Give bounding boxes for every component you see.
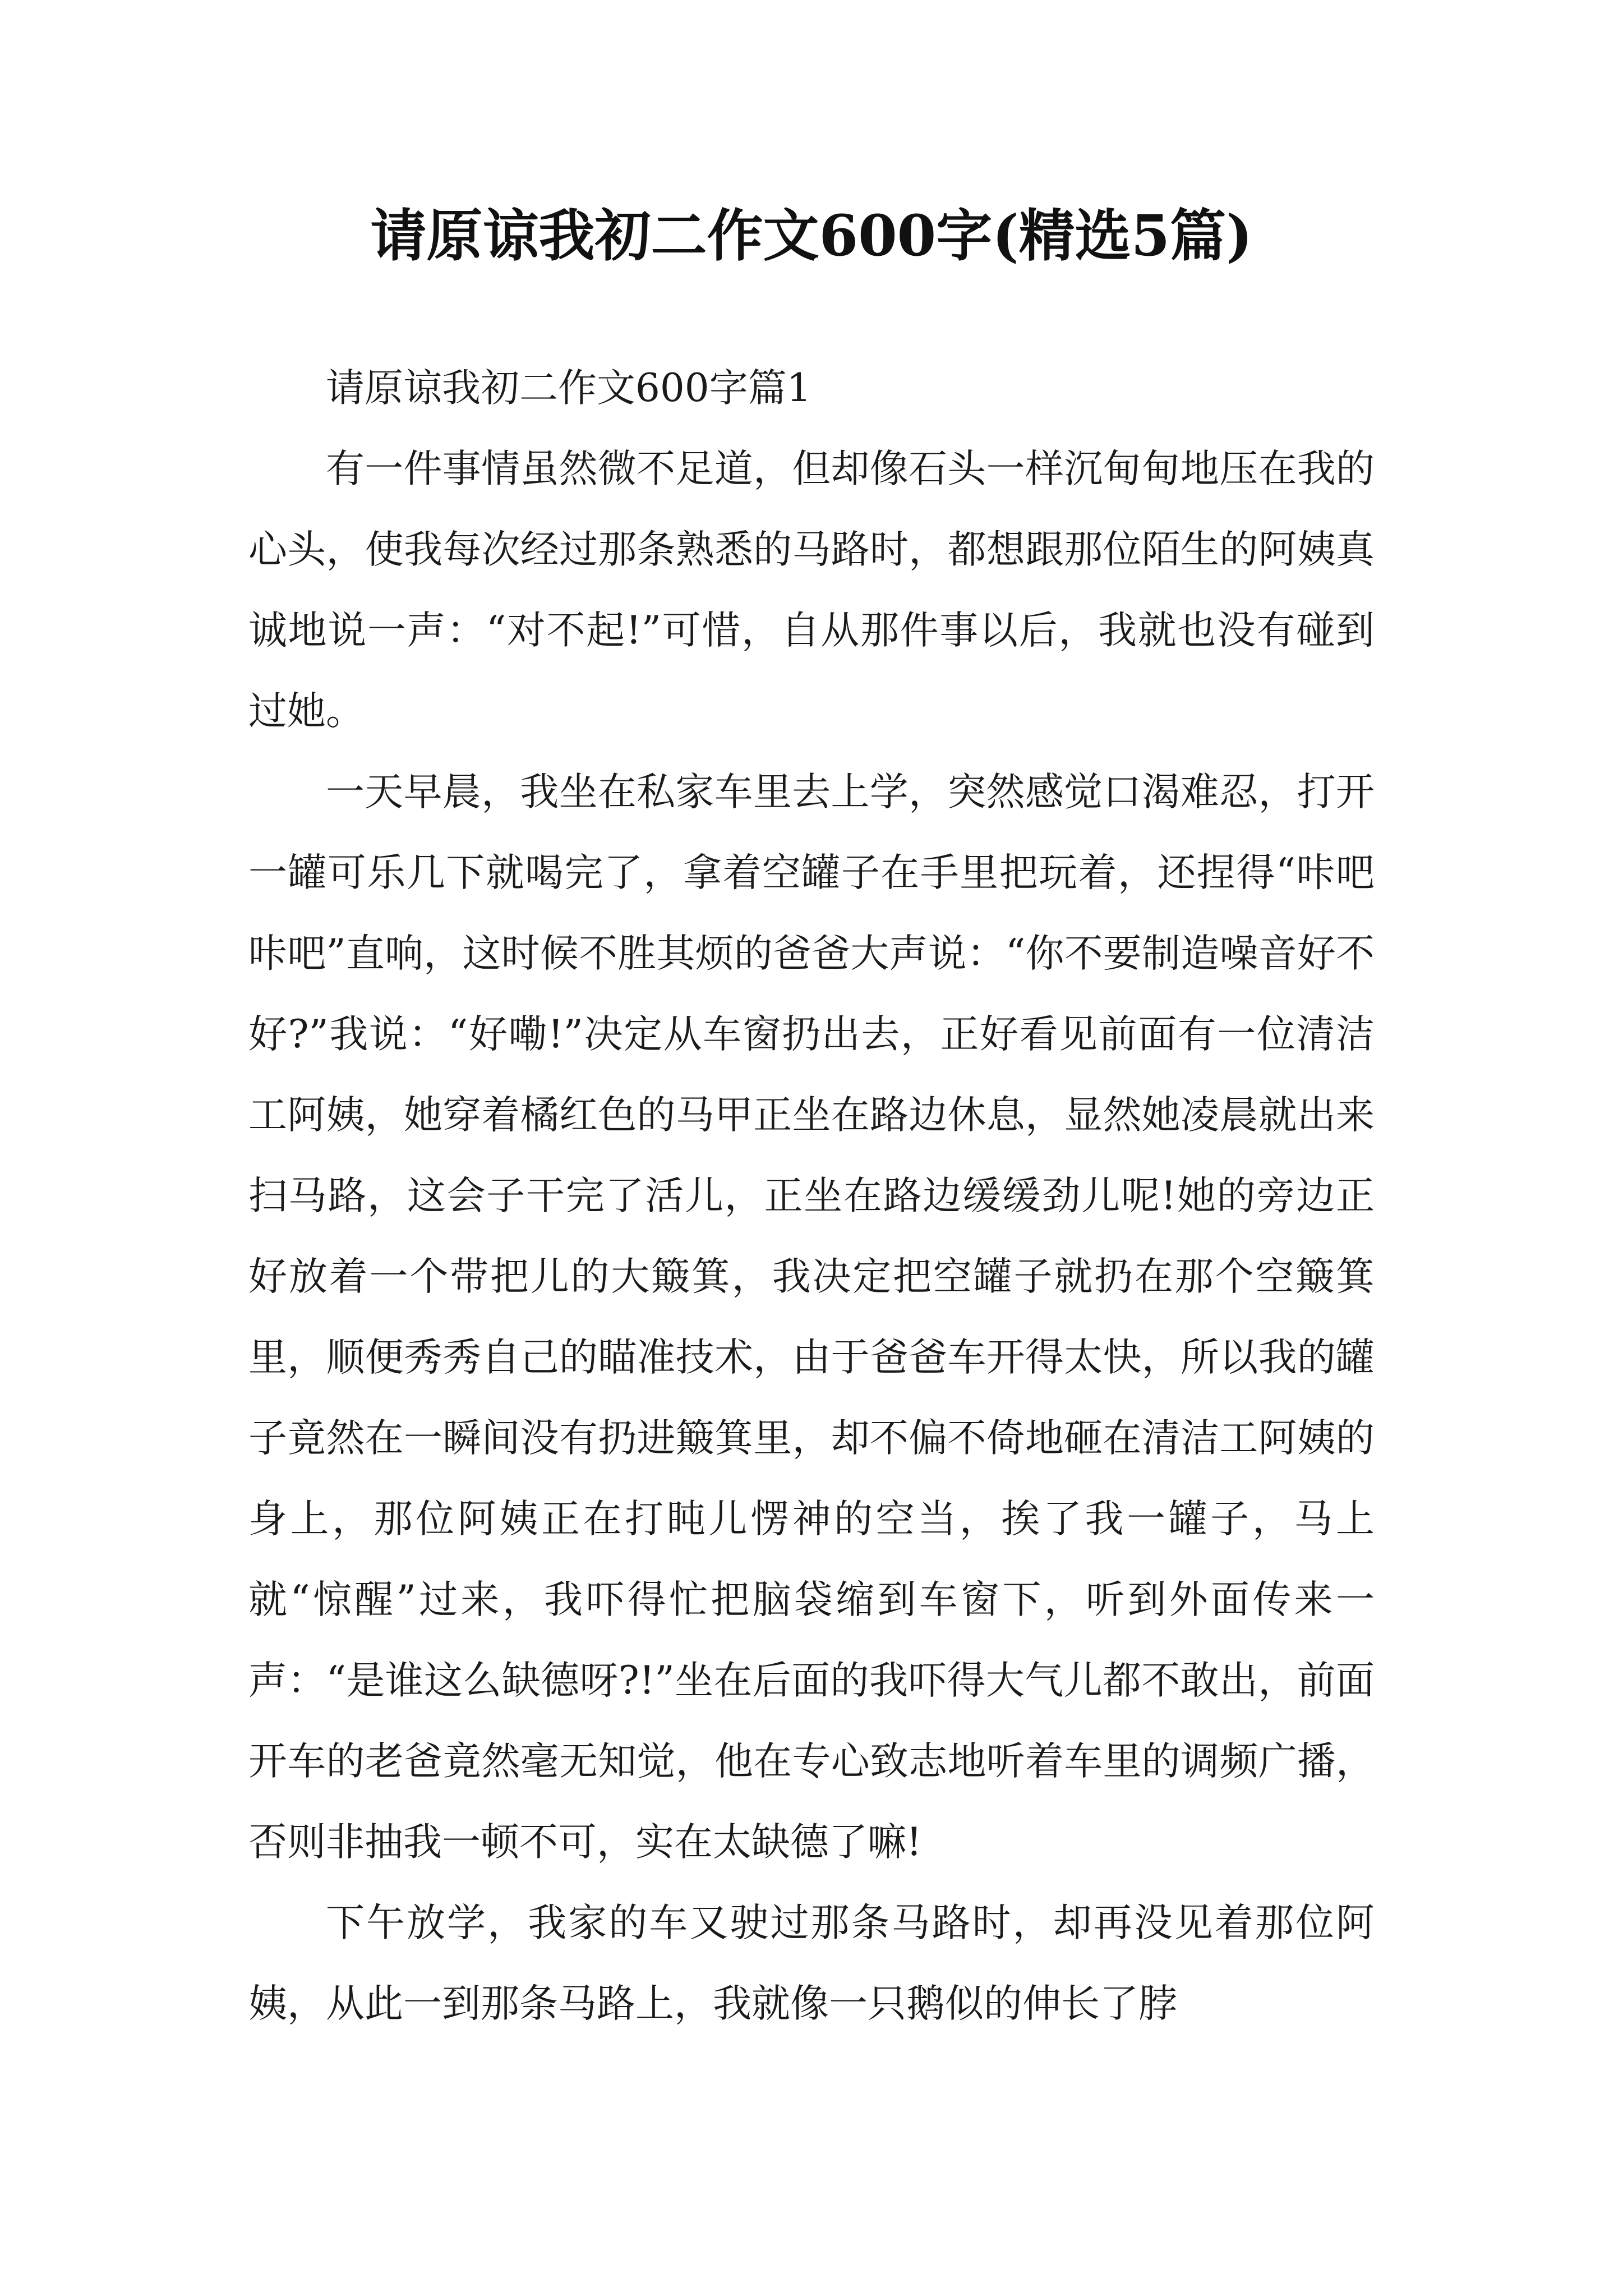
paragraph: 一天早晨，我坐在私家车里去上学，突然感觉口渴难忍，打开一罐可乐几下就喝完了，拿着空罐子在手里把玩着，还捏得“咔吧咔吧”直响，这时候不胜其烦的爸爸大声说：“你不要制造噪音好不好?”我说：“好嘞!”决定从车窗扔出去，正好看见前面有一位清洁工阿姨，她穿着橘红色的马甲正坐在路边休息，显然她凌晨就出来扫马路，这会子干完了活儿，正坐在路边缓缓劲儿呢!她的旁边正好放着一个带把儿的大簸箕，我决定把空罐子就扔在那个空簸箕里，顺便秀秀自己的瞄准技术，由于爸爸车开得太快，所以我的罐子竟然在一瞬间没有扔进簸箕里，却不偏不倚地砸在清洁工阿姨的身上，那位阿姨正在打盹儿愣神的空当，挨了我一罐子，马上就“惊醒”过来，我吓得忙把脑袋缩到车窗下，听到外面传来一声：“是谁这么缺德呀?!”坐在后面的我吓得大气儿都不敢出，前面开车的老爸竟然毫无知觉，他在专心致志地听着车里的调频广播，否则非抽我一顿不可，实在太缺德了嘛! (248, 770, 1375, 1865)
document-body (248, 348, 1375, 2044)
paragraph: 下午放学，我家的车又驶过那条马路时，却再没见着那位阿姨，从此一到那条马路上，我就像一只鹅似的伸长了脖 (248, 1901, 1375, 2026)
section-heading: 请原谅我初二作文600字篇1 (326, 366, 811, 411)
document-title: 请原谅我初二作文600字(精选5篇) (370, 203, 1253, 269)
paragraph: 有一件事情虽然微不足道，但却像石头一样沉甸甸地压在我的心头，使我每次经过那条熟悉的马路时，都想跟那位陌生的阿姨真诚地说一声：“对不起!”可惜，自从那件事以后，我就也没有碰到过她。 (248, 447, 1375, 734)
